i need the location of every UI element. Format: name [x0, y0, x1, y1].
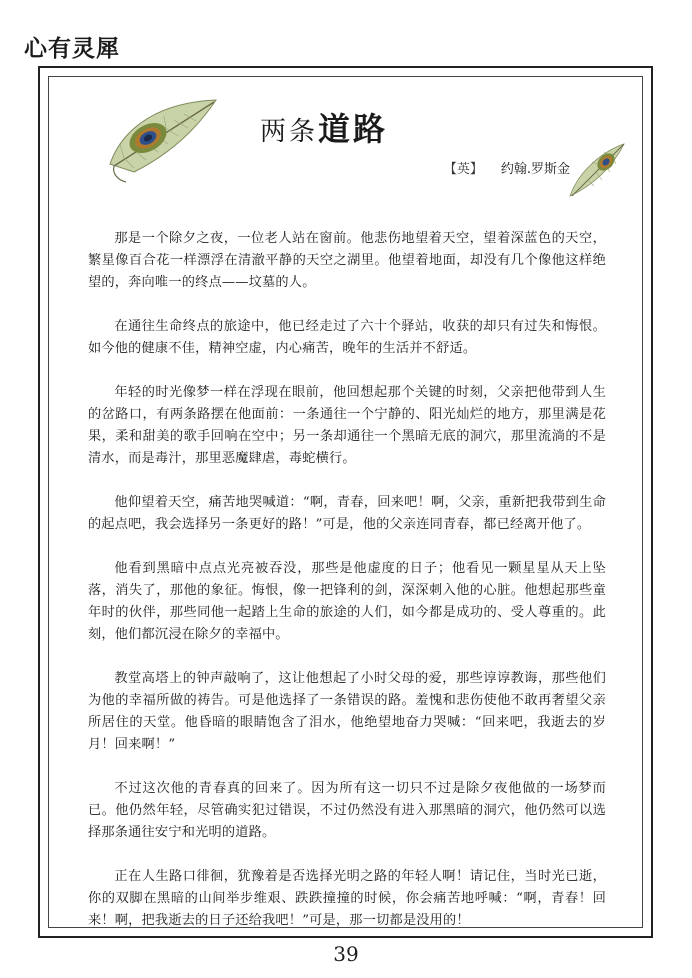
author-nationality: 【英】: [443, 162, 483, 177]
page-number: 39: [333, 942, 359, 966]
title-main: 道路: [318, 110, 389, 148]
paragraph: 教堂高塔上的钟声敲响了，这让他想起了小时父母的爱，那些谆谆教诲，那些他们为他的幸福所做的祷告。可是他选择了一条错误的路。羞愧和悲伤使他不敢再奢望父亲所居住的天堂。他昏暗的眼睛饱含了泪水，他绝望地奋力哭喊：“回来吧，我逝去的岁月！回来啊！”: [88, 671, 606, 752]
paragraph: 那是一个除夕之夜，一位老人站在窗前。他悲伤地望着天空，望着深蓝色的天空，繁星像百合花一样漂浮在清澈平静的天空之湖里。他望着地面，却没有几个像他这样绝望的，奔向唯一的终点——坟墓的人。: [88, 231, 606, 290]
paragraph: 正在人生路口徘徊，犹豫着是否选择光明之路的年轻人啊！请记住，当时光已逝，你的双脚在黑暗的山间举步维艰、跌跌撞撞的时候，你会痛苦地呼喊：“啊，青春！回来！啊，把我逝去的日子还给我吧！”可是，那一切都是没用的！: [88, 869, 606, 928]
section-title: 心有灵犀: [24, 35, 120, 62]
peacock-feather-icon: [566, 140, 626, 202]
title-prefix: 两条: [260, 117, 319, 147]
article-body: [88, 228, 606, 954]
author-name: 约翰.罗斯金: [500, 162, 570, 177]
paragraph: 他看到黑暗中点点光亮被吞没，那些是他虚度的日子；他看见一颗星星从天上坠落，消失了，那他的象征。悔恨，像一把锋利的剑，深深刺入他的心脏。他想起那些童年时的伙伴，那些同他一起踏上生命的旅途的人们，如今都是成功的、受人尊重的。此刻，他们都沉浸在除夕的幸福中。: [88, 561, 606, 642]
paragraph: 他仰望着天空，痛苦地哭喊道：“啊，青春，回来吧！啊，父亲，重新把我带到生命的起点吧，我会选择另一条更好的路！”可是，他的父亲连同青春，都已经离开他了。: [88, 495, 606, 532]
paragraph: 年轻的时光像梦一样在浮现在眼前，他回想起那个关键的时刻，父亲把他带到人生的岔路口，有两条路摆在他面前：一条通往一个宁静的、阳光灿烂的地方，那里满是花果，柔和甜美的歌手回响在空中；另一条却通往一个黑暗无底的洞穴，那里流淌的不是清水，而是毒汁，那里恶魔肆虐，毒蛇横行。: [88, 385, 606, 466]
author-line: [444, 158, 570, 177]
paragraph: 不过这次他的青春真的回来了。因为所有这一切只不过是除夕夜他做的一场梦而已。他仍然年轻，尽管确实犯过错误，不过仍然没有进入那黑暗的洞穴，他仍然可以选择那条通往安宁和光明的道路。: [88, 781, 606, 840]
paragraph: 在通往生命终点的旅途中，他已经走过了六十个驿站，收获的却只有过失和悔恨。如今他的健康不佳，精神空虚，内心痛苦，晚年的生活并不舒适。: [88, 319, 606, 356]
peacock-feather-icon: [104, 94, 224, 186]
article-title: [260, 104, 388, 150]
